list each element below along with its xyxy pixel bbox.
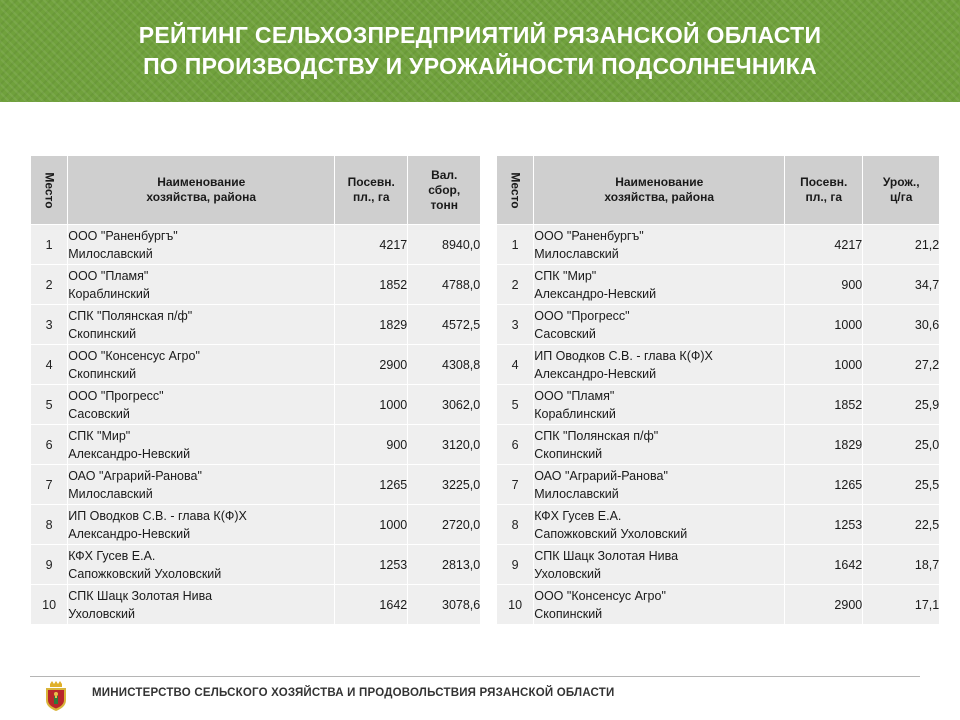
sown-area-cell: 1829	[785, 425, 863, 465]
enterprise-name: ООО "Раненбургъ"	[68, 228, 178, 243]
enterprise-name: ООО "Прогресс"	[68, 388, 164, 403]
rank-cell: 9	[31, 545, 68, 585]
enterprise-name: ООО "Раненбургъ"	[534, 228, 644, 243]
table-row	[31, 305, 481, 345]
rank-cell: 1	[31, 225, 68, 265]
rank-cell: 7	[497, 465, 534, 505]
enterprise-cell	[534, 585, 785, 625]
title-banner	[0, 0, 960, 102]
district-name: Милославский	[534, 486, 619, 501]
header-name: Наименование хозяйства, района	[534, 156, 785, 225]
enterprise-cell	[68, 265, 335, 305]
district-name: Сапожковский Ухоловский	[534, 526, 688, 541]
rank-cell: 7	[31, 465, 68, 505]
district-name: Кораблинский	[68, 286, 150, 301]
enterprise-cell	[534, 385, 785, 425]
table-row	[497, 345, 940, 385]
sown-area-cell: 1000	[335, 385, 408, 425]
rank-cell: 8	[31, 505, 68, 545]
table-row	[497, 385, 940, 425]
enterprise-name: ООО "Пламя"	[534, 388, 615, 403]
rank-cell: 2	[497, 265, 534, 305]
enterprise-cell	[68, 345, 335, 385]
rank-cell: 4	[497, 345, 534, 385]
page-title-line-2: ПО ПРОИЗВОДСТВУ И УРОЖАЙНОСТИ ПОДСОЛНЕЧНИКА	[143, 53, 817, 79]
rank-cell: 6	[31, 425, 68, 465]
sown-area-cell: 2900	[335, 345, 408, 385]
district-name: Скопинский	[534, 606, 603, 621]
sown-area-cell: 1000	[785, 345, 863, 385]
enterprise-cell	[68, 225, 335, 265]
enterprise-name: ООО "Консенсус Агро"	[68, 348, 200, 363]
value-cell: 4788,0	[408, 265, 481, 305]
table-row	[497, 305, 940, 345]
enterprise-cell	[68, 505, 335, 545]
value-cell: 3062,0	[408, 385, 481, 425]
rank-cell: 3	[31, 305, 68, 345]
district-name: Ухоловский	[534, 566, 601, 581]
value-cell: 4572,5	[408, 305, 481, 345]
enterprise-cell	[68, 465, 335, 505]
enterprise-name: СПК Шацк Золотая Нива	[534, 548, 679, 563]
value-cell: 17,1	[863, 585, 940, 625]
enterprise-cell	[68, 305, 335, 345]
enterprise-cell	[534, 265, 785, 305]
district-name: Милославский	[68, 486, 153, 501]
enterprise-cell	[68, 545, 335, 585]
table-row	[497, 465, 940, 505]
header-gross-yield: Вал. сбор, тонн	[408, 156, 481, 225]
rank-cell: 3	[497, 305, 534, 345]
value-cell: 25,9	[863, 385, 940, 425]
table-row	[31, 505, 481, 545]
sown-area-cell: 900	[335, 425, 408, 465]
enterprise-cell	[534, 345, 785, 385]
sown-area-cell: 4217	[785, 225, 863, 265]
table-row	[31, 345, 481, 385]
header-place: Место	[497, 156, 534, 225]
rank-cell: 4	[31, 345, 68, 385]
table-header-row	[497, 156, 940, 225]
district-name: Скопинский	[534, 446, 603, 461]
header-yield: Урож., ц/га	[863, 156, 940, 225]
district-name: Александро-Невский	[68, 526, 191, 541]
sown-area-cell: 1829	[335, 305, 408, 345]
enterprise-cell	[68, 585, 335, 625]
value-cell: 2720,0	[408, 505, 481, 545]
enterprise-cell	[534, 505, 785, 545]
value-cell: 2813,0	[408, 545, 481, 585]
district-name: Кораблинский	[534, 406, 616, 421]
table-row	[497, 545, 940, 585]
enterprise-name: ООО "Прогресс"	[534, 308, 630, 323]
value-cell: 25,0	[863, 425, 940, 465]
ryazan-coat-of-arms-icon	[43, 681, 69, 711]
enterprise-name: ИП Оводков С.В. - глава К(Ф)Х	[68, 508, 247, 523]
sown-area-cell: 1265	[335, 465, 408, 505]
enterprise-cell	[534, 305, 785, 345]
footer-divider	[30, 676, 920, 677]
rank-cell: 9	[497, 545, 534, 585]
enterprise-name: СПК "Полянская п/ф"	[68, 308, 193, 323]
enterprise-name: СПК "Мир"	[534, 268, 597, 283]
header-place: Место	[31, 156, 68, 225]
ministry-name: МИНИСТЕРСТВО СЕЛЬСКОГО ХОЗЯЙСТВА И ПРОДОВОЛЬСТВИЯ РЯЗАНСКОЙ ОБЛАСТИ	[92, 687, 615, 699]
table-row	[497, 225, 940, 265]
sown-area-cell: 1000	[785, 305, 863, 345]
value-cell: 22,5	[863, 505, 940, 545]
rank-cell: 2	[31, 265, 68, 305]
value-cell: 18,7	[863, 545, 940, 585]
enterprise-cell	[68, 425, 335, 465]
rank-cell: 10	[31, 585, 68, 625]
enterprise-name: ООО "Пламя"	[68, 268, 149, 283]
header-name: Наименование хозяйства, района	[68, 156, 335, 225]
district-name: Милославский	[534, 246, 619, 261]
district-name: Скопинский	[68, 366, 137, 381]
table-row	[497, 425, 940, 465]
enterprise-name: КФХ Гусев Е.А.	[68, 548, 156, 563]
sown-area-cell: 1265	[785, 465, 863, 505]
rank-cell: 8	[497, 505, 534, 545]
enterprise-cell	[534, 545, 785, 585]
sown-area-cell: 1852	[335, 265, 408, 305]
district-name: Александро-Невский	[534, 366, 657, 381]
rank-cell: 6	[497, 425, 534, 465]
district-name: Александро-Невский	[68, 446, 191, 461]
table-row	[497, 585, 940, 625]
table-row	[31, 585, 481, 625]
production-ranking-table	[30, 155, 481, 625]
value-cell: 34,7	[863, 265, 940, 305]
value-cell: 30,6	[863, 305, 940, 345]
enterprise-name: ОАО "Аграрий-Ранова"	[534, 468, 668, 483]
table-row	[31, 465, 481, 505]
enterprise-cell	[534, 465, 785, 505]
sown-area-cell: 1852	[785, 385, 863, 425]
sown-area-cell: 1000	[335, 505, 408, 545]
value-cell: 25,5	[863, 465, 940, 505]
value-cell: 21,2	[863, 225, 940, 265]
district-name: Сапожковский Ухоловский	[68, 566, 222, 581]
value-cell: 3078,6	[408, 585, 481, 625]
enterprise-cell	[534, 225, 785, 265]
enterprise-name: ООО "Консенсус Агро"	[534, 588, 666, 603]
header-area: Посевн. пл., га	[335, 156, 408, 225]
enterprise-name: ОАО "Аграрий-Ранова"	[68, 468, 202, 483]
district-name: Милославский	[68, 246, 153, 261]
table-row	[497, 505, 940, 545]
sown-area-cell: 2900	[785, 585, 863, 625]
header-area: Посевн. пл., га	[785, 156, 863, 225]
table-row	[31, 225, 481, 265]
district-name: Скопинский	[68, 326, 137, 341]
sown-area-cell: 1253	[785, 505, 863, 545]
value-cell: 27,2	[863, 345, 940, 385]
table-row	[31, 385, 481, 425]
sown-area-cell: 900	[785, 265, 863, 305]
sown-area-cell: 1642	[785, 545, 863, 585]
value-cell: 8940,0	[408, 225, 481, 265]
rank-cell: 1	[497, 225, 534, 265]
enterprise-name: КФХ Гусев Е.А.	[534, 508, 622, 523]
table-row	[31, 425, 481, 465]
sown-area-cell: 4217	[335, 225, 408, 265]
rank-cell: 5	[497, 385, 534, 425]
table-row	[31, 265, 481, 305]
table-header-row	[31, 156, 481, 225]
enterprise-name: ИП Оводков С.В. - глава К(Ф)Х	[534, 348, 713, 363]
enterprise-name: СПК Шацк Золотая Нива	[68, 588, 213, 603]
value-cell: 3225,0	[408, 465, 481, 505]
yield-ranking-table	[496, 155, 940, 625]
enterprise-cell	[68, 385, 335, 425]
district-name: Сасовский	[534, 326, 596, 341]
enterprise-cell	[534, 425, 785, 465]
table-row	[497, 265, 940, 305]
enterprise-name: СПК "Мир"	[68, 428, 131, 443]
sown-area-cell: 1642	[335, 585, 408, 625]
sown-area-cell: 1253	[335, 545, 408, 585]
rank-cell: 5	[31, 385, 68, 425]
value-cell: 3120,0	[408, 425, 481, 465]
value-cell: 4308,8	[408, 345, 481, 385]
table-row	[31, 545, 481, 585]
enterprise-name: СПК "Полянская п/ф"	[534, 428, 659, 443]
district-name: Сасовский	[68, 406, 130, 421]
district-name: Ухоловский	[68, 606, 135, 621]
page-title-line-1: РЕЙТИНГ СЕЛЬХОЗПРЕДПРИЯТИЙ РЯЗАНСКОЙ ОБЛАСТИ	[138, 22, 822, 48]
rank-cell: 10	[497, 585, 534, 625]
district-name: Александро-Невский	[534, 286, 657, 301]
